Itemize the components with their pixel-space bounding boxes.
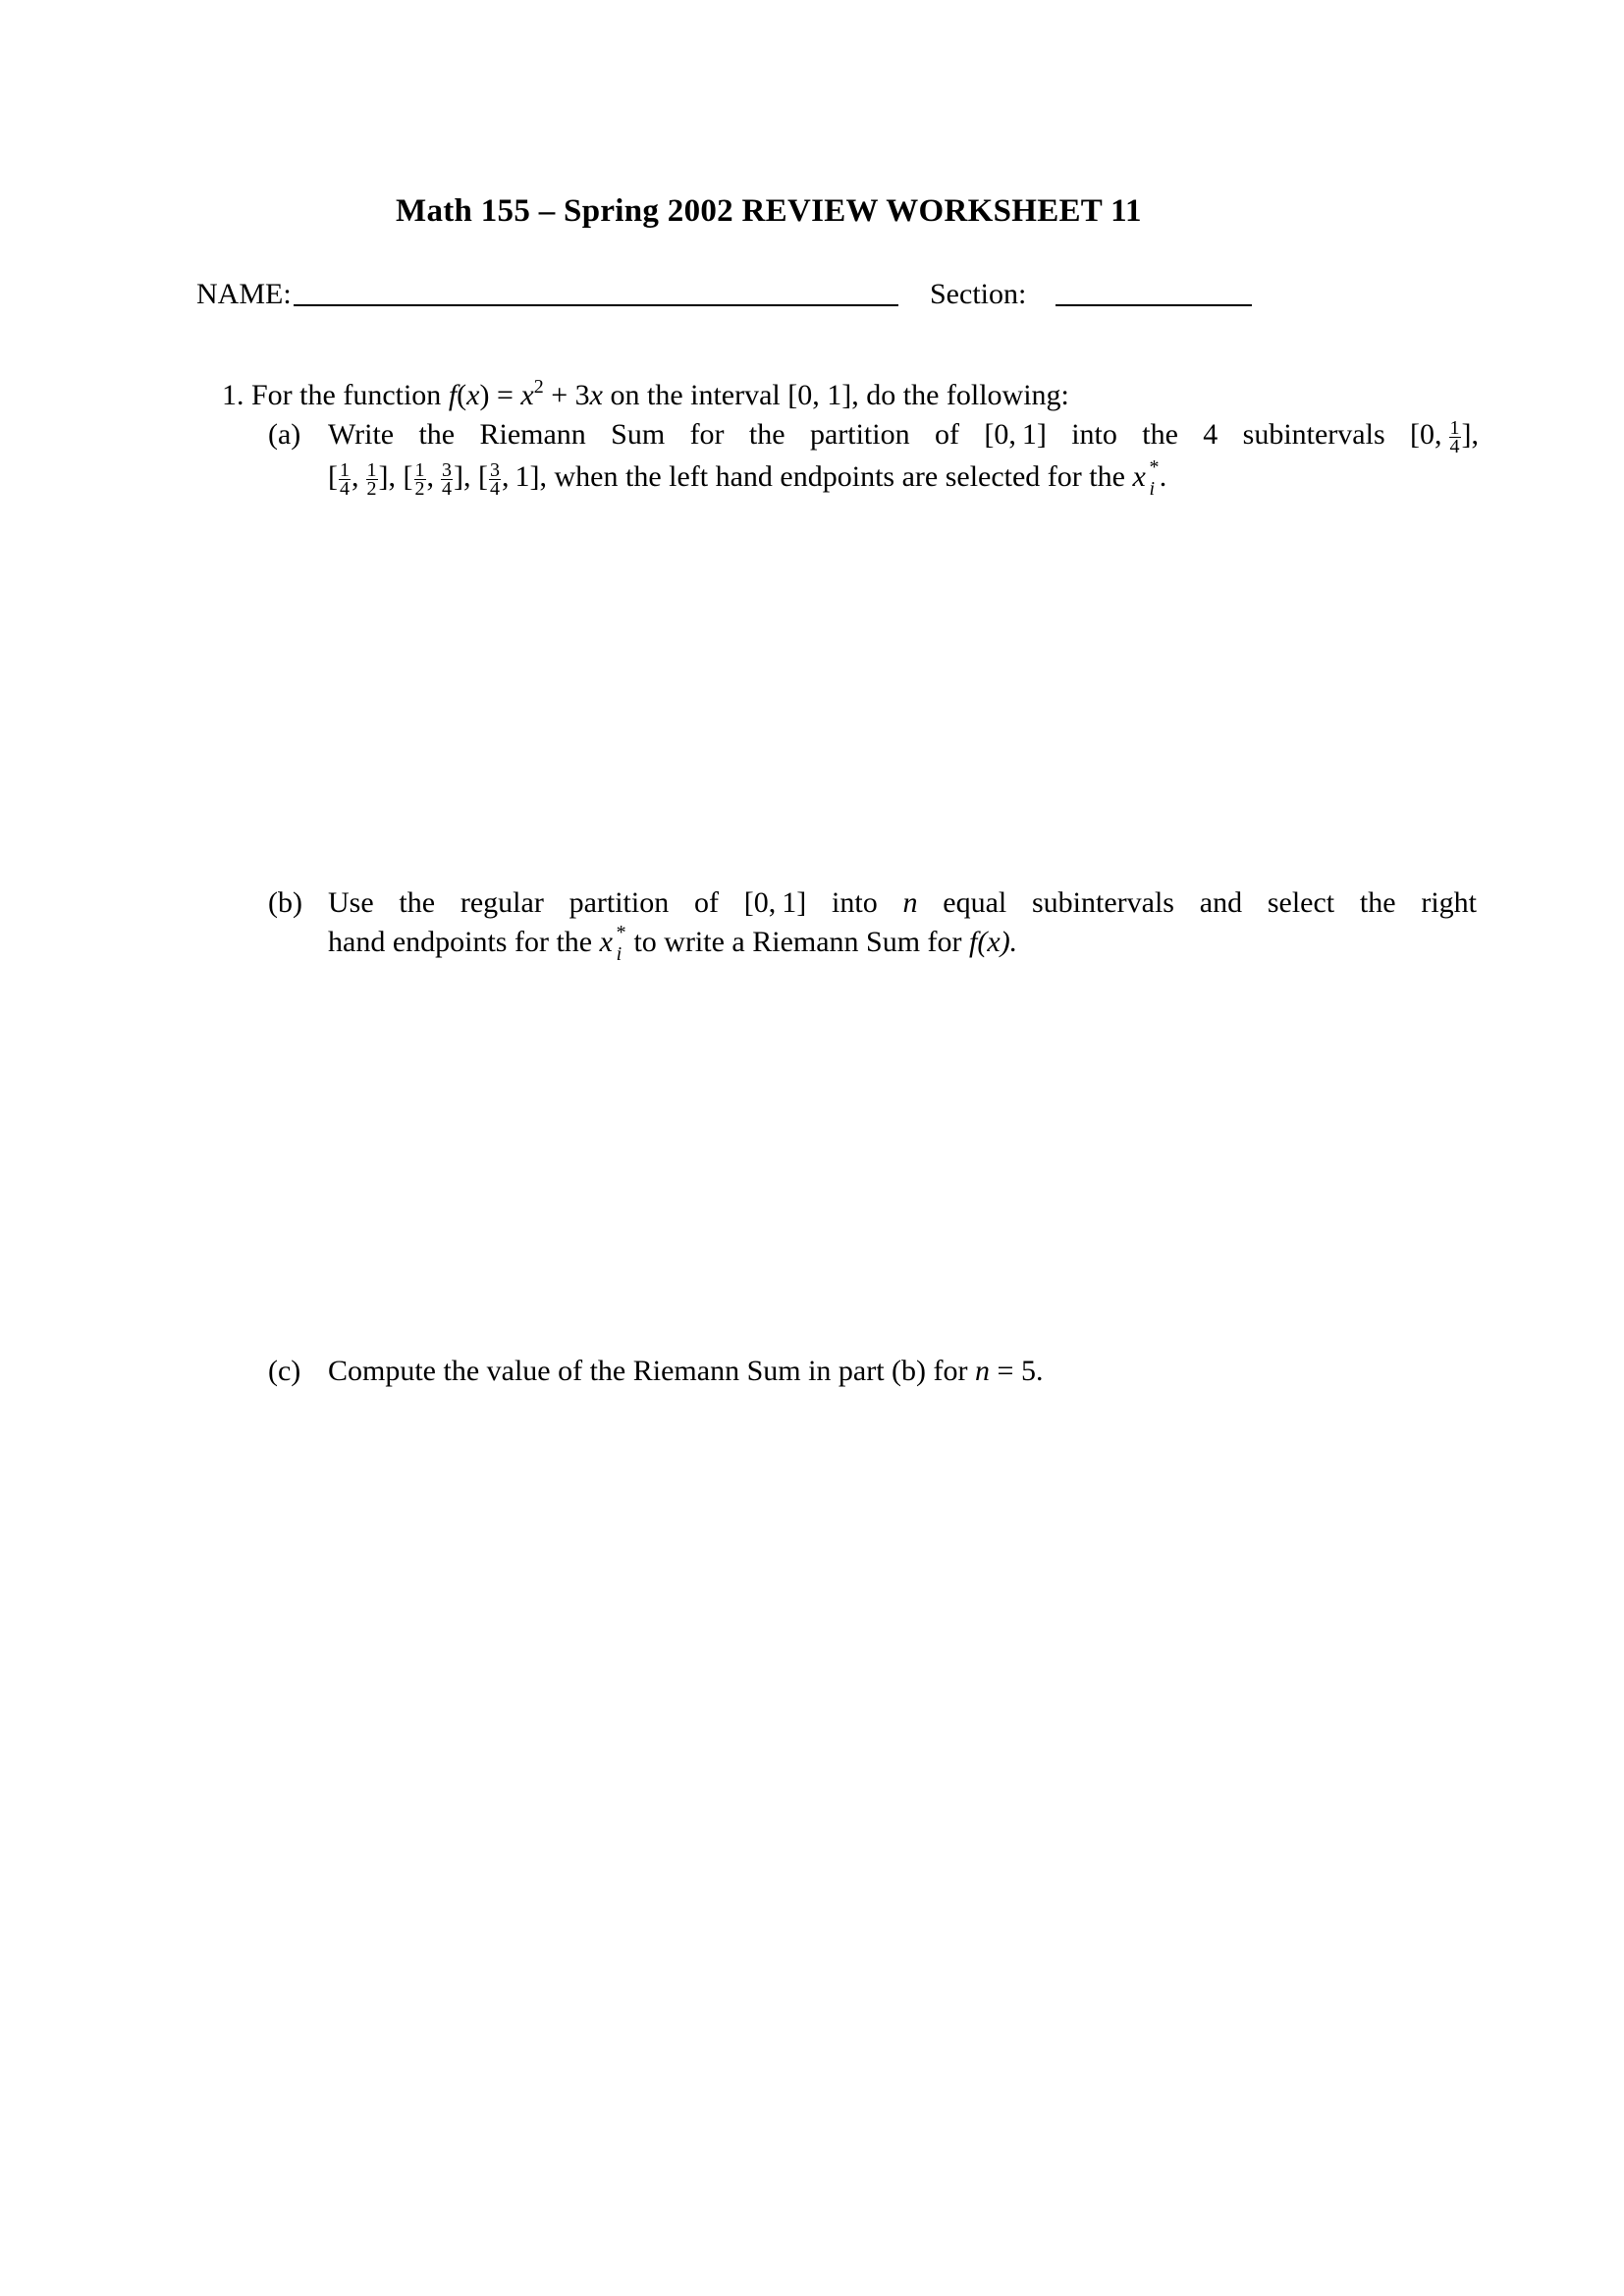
part-a-label: (a) (268, 418, 301, 451)
part-a-line-1: Write the Riemann Sum for the partition of [0, 1] into the 4 subintervals [0, $\frac{1}{4}$ ], (328, 416, 1479, 457)
worksheet-title: Math 155 – Spring 2002 REVIEW WORKSHEET 11 (396, 193, 1142, 229)
part-c-line: Compute the value of the Riemann Sum in part (b) for n = 5. (328, 1355, 1044, 1387)
problem-number: 1. (222, 379, 244, 411)
part-b-line-2: hand endpoints for the x * i to write a Riemann Sum for f(x). (328, 922, 1018, 965)
variable-n: n (902, 886, 918, 919)
problem-1-intro (222, 376, 1069, 415)
name-label: NAME: (196, 278, 292, 310)
x-i-star-symbol: x * i (1132, 456, 1160, 500)
part-c-label: (c) (268, 1355, 301, 1387)
part-a-text-2: , when the left hand endpoints are selected for the (539, 460, 1125, 493)
f-of-x: f(x). (969, 926, 1018, 958)
part-a-text-1: Write the Riemann Sum for the partition of [0, 1] into the 4 subintervals [0, (328, 418, 1448, 451)
function-expression: $f(x) = x^2 + 3x$ (448, 376, 603, 411)
part-b-line-1: Use the regular partition of [0, 1] into n equal subintervals and select the right (328, 886, 1478, 919)
x-i-star-symbol: x * i (599, 922, 626, 965)
section-blank-line[interactable] (1056, 304, 1252, 306)
variable-n: n (975, 1355, 991, 1387)
intro-text-before: For the function (251, 379, 442, 411)
part-a-line-2: [ $\frac{1}{4}$ , $\frac{1}{2}$ ], [ $\frac{1}{2}$ , $\frac{3}{4}$ ], [ $\frac{3}{4}$ , 1], when the left hand endpoints are selected for the x * i . (328, 456, 1167, 500)
name-blank-line[interactable] (294, 304, 898, 306)
fraction-1-4: $\frac{1}{4}$ (1449, 416, 1460, 457)
part-b-label: (b) (268, 886, 302, 919)
intro-text-after: on the interval [0, 1], do the following: (610, 379, 1069, 411)
section-label: Section: (930, 278, 1027, 310)
